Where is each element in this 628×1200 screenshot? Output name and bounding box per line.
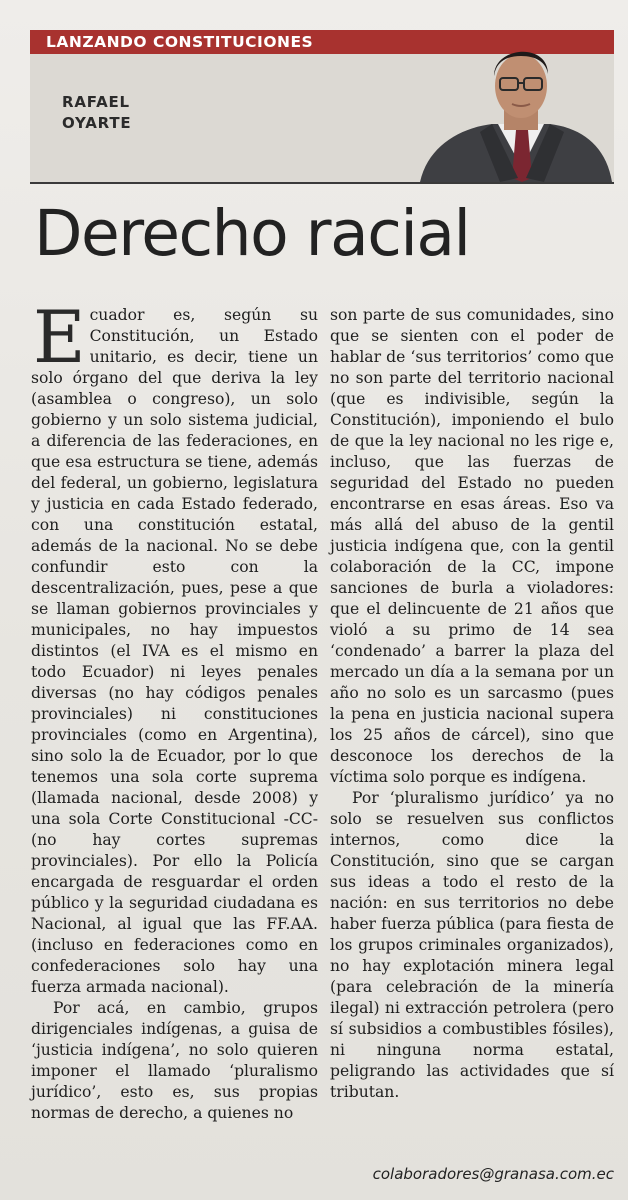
section-label: LANZANDO CONSTITUCIONES: [46, 33, 314, 51]
drop-cap: E: [33, 295, 86, 379]
headline: Derecho racial: [34, 197, 470, 270]
paragraph-1-text: cuador es, según su Constitución, un Estado unitario, es decir, tiene un solo órgano del que deriva la ley (asamblea o congreso), un solo gobierno y un solo sistema judicial, a diferencia de las federaciones, en que esa estructura se tiene, además del federal, un gobierno, legislatura y justicia en cada Estado federado, con una constitución estatal, además de la nacional. No se debe confundir esto con la descentralización, pues, pese a que se llaman gobiernos provinciales y municipales, no hay impuestos distintos (el IVA es el mismo en todo Ecuador) ni leyes penales diversas (no hay códigos penales provinciales) ni constituciones provinciales (como en Argentina), sino solo la de Ecuador, por lo que tenemos una sola corte suprema (llamada nacional, desde 2008) y una sola Corte Constitucional -CC- (no hay cortes supremas provinciales). Por ello la Policía encargada de resguardar el orden público y la seguridad ciudadana es Nacional, al igual que las FF.AA. (incluso en federaciones como en confederaciones solo hay una fuerza armada nacional).: [31, 306, 318, 996]
paragraph-3: son parte de sus comunidades, sino que se sienten con el poder de hablar de ‘sus territorios’ como que no son parte del territorio nacional (que es indivisible, según la Constitución), imponiendo el bulo de que la ley nacional no les rige e, incluso, que las fuerzas de seguridad del Estado no pueden encontrarse en esas áreas. Eso va más allá del abuso de la gentil justicia indígena que, con la gentil colaboración de la CC, impone sanciones de burla a violadores: que el delincuente de 21 años que violó a su primo de 14 sea ‘condenado’ a barrer la plaza del mercado un día a la semana por un año no solo es un sarcasmo (pues la pena en justicia nacional supera los 25 años de cárcel), sino que desconoce los derechos de la víctima solo porque es indígena.: [330, 306, 614, 786]
author-byline: [62, 92, 202, 134]
contact-email: colaboradores@granasa.com.ec: [372, 1165, 614, 1183]
paragraph-2: Por acá, en cambio, grupos dirigenciales indígenas, a guisa de ‘justicia indígena’, no solo quieren imponer el llamado ‘pluralismo jurídico’, esto es, sus propias normas de derecho, a quienes no: [31, 999, 318, 1122]
paragraph-4: Por ‘pluralismo jurídico’ ya no solo se resuelven sus conflictos internos, como dice la Constitución, sino que se cargan sus ideas a todo el resto de la nación: en sus territorios no debe haber fuerza pública (para fiesta de los grupos criminales organizados), no hay explotación minera legal (para celebración de la minería ilegal) ni extracción petrolera (pero sí subsidios a combustibles fósiles), ni ninguna norma estatal, peligrando las actividades que sí tributan.: [330, 789, 614, 1101]
header-rule: [30, 182, 614, 184]
author-photo: [400, 28, 614, 182]
paragraph-1: [31, 295, 318, 998]
author-first-name: RAFAEL: [62, 93, 130, 111]
column-left: [31, 295, 318, 1124]
column-right: [330, 305, 614, 1103]
author-last-name: OYARTE: [62, 114, 132, 132]
